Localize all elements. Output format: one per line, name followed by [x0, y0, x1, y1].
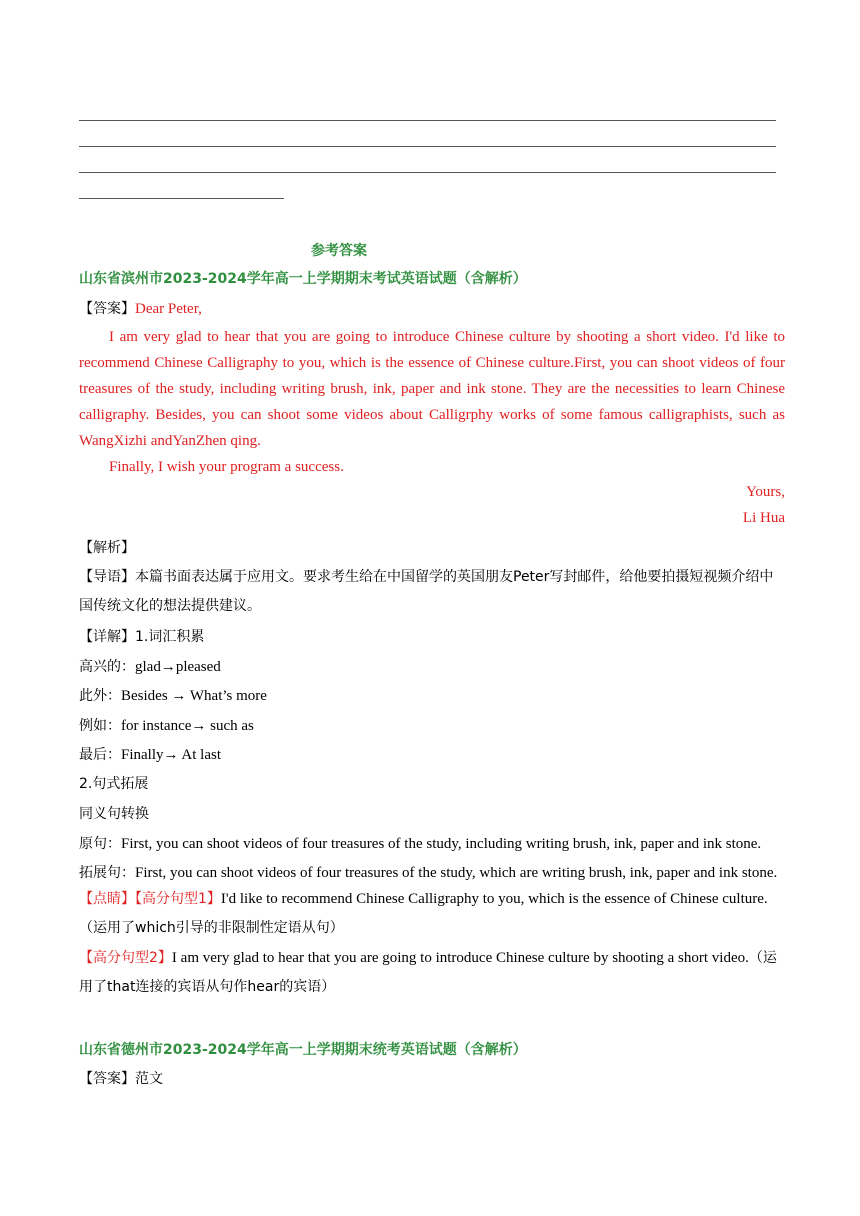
vocab-text: Besides → What’s more	[121, 688, 267, 704]
writing-line	[79, 120, 776, 121]
pattern2-text: I am very glad to hear that you are going to introduce Chinese culture by shooting a short video.	[171, 950, 749, 966]
pattern2-note: （运用了that连接的宾语从句作hear的宾语）	[79, 950, 777, 995]
signature: Li Hua	[742, 510, 785, 526]
salutation: Dear Peter,	[135, 301, 202, 317]
vocab-text: for instance→ such as	[121, 718, 254, 734]
vocab-text: Finally→ At last	[121, 747, 222, 763]
writing-line	[79, 198, 284, 199]
original-sentence	[79, 833, 761, 853]
extended-label: 拓展句：	[79, 865, 135, 881]
guide-paragraph	[79, 563, 785, 621]
pattern1-text: I'd like to recommend Chinese Calligraphy to you, which is the essence of Chinese culture.	[220, 891, 768, 907]
extended-sentence	[79, 862, 777, 882]
vocab-label: 例如：	[79, 718, 121, 734]
exam2-answer-line	[79, 1068, 163, 1088]
essay-paragraph-1: I am very glad to hear that you are going to introduce Chinese culture by shooting a short video. I'd like to recommend Chinese Calligraphy to you, which is the essence of Chinese culture.First, you can shoot videos of four treasures of the study, including writing brush, ink, paper and ink stone. They are the necessities to learn Chinese calligraphy. Besides, you can shoot some videos about Calligrphy works of some famous calligraphists, such as WangXizhi andYanZhen qing.	[79, 329, 785, 449]
detail-line	[79, 626, 204, 646]
tip-tag: 【点睛】	[79, 891, 135, 907]
vocab-label: 最后：	[79, 747, 121, 763]
synonym-head: 同义句转换	[79, 806, 149, 822]
vocab-label: 此外：	[79, 688, 121, 704]
pattern1-tag: 【高分句型1】	[135, 891, 221, 907]
answer-tag: 【答案】	[79, 1071, 135, 1087]
original-label: 原句：	[79, 836, 121, 852]
answer-text: 范文	[135, 1071, 163, 1087]
exam1-title: 山东省滨州市2023-2024学年高一上学期期末考试英语试题（含解析）	[79, 271, 527, 287]
vocab-label: 高兴的：	[79, 659, 135, 675]
writing-line	[79, 172, 776, 173]
vocab-text: glad→pleased	[135, 659, 221, 675]
answer-tag: 【答案】	[79, 301, 135, 317]
pattern2-tag: 【高分句型2】	[79, 950, 172, 966]
original-text: First, you can shoot videos of four treasures of the study, including writing brush, ink, paper and ink stone.	[121, 836, 762, 852]
pattern-1	[79, 885, 785, 943]
vocab-item	[79, 685, 267, 705]
exam2-title: 山东省德州市2023-2024学年高一上学期期末统考英语试题（含解析）	[79, 1042, 527, 1058]
guide-text: 本篇书面表达属于应用文。要求考生给在中国留学的英国朋友Peter写封邮件，给他要拍摄短视频介绍中国传统文化的想法提供建议。	[79, 569, 774, 614]
guide-tag: 【导语】	[79, 569, 135, 585]
writing-line	[79, 146, 776, 147]
pattern1-note: （运用了which引导的非限制性定语从句）	[79, 920, 344, 936]
analysis-tag: 【解析】	[79, 540, 135, 556]
answer-line	[79, 298, 202, 318]
vocab-item	[79, 656, 221, 676]
sentence-head: 2.句式拓展	[79, 776, 149, 792]
vocab-item	[79, 715, 254, 735]
essay-paragraph-2: Finally, I wish your program a success.	[109, 459, 344, 475]
answer-section-title: 参考答案	[311, 243, 367, 259]
closing: Yours,	[746, 484, 785, 500]
vocab-item	[79, 744, 221, 764]
detail-head: 1.词汇积累	[135, 629, 205, 645]
pattern-2	[79, 944, 785, 1002]
extended-text: First, you can shoot videos of four treasures of the study, which are writing brush, ink, paper and ink stone.	[135, 865, 778, 881]
detail-tag: 【详解】	[79, 629, 135, 645]
